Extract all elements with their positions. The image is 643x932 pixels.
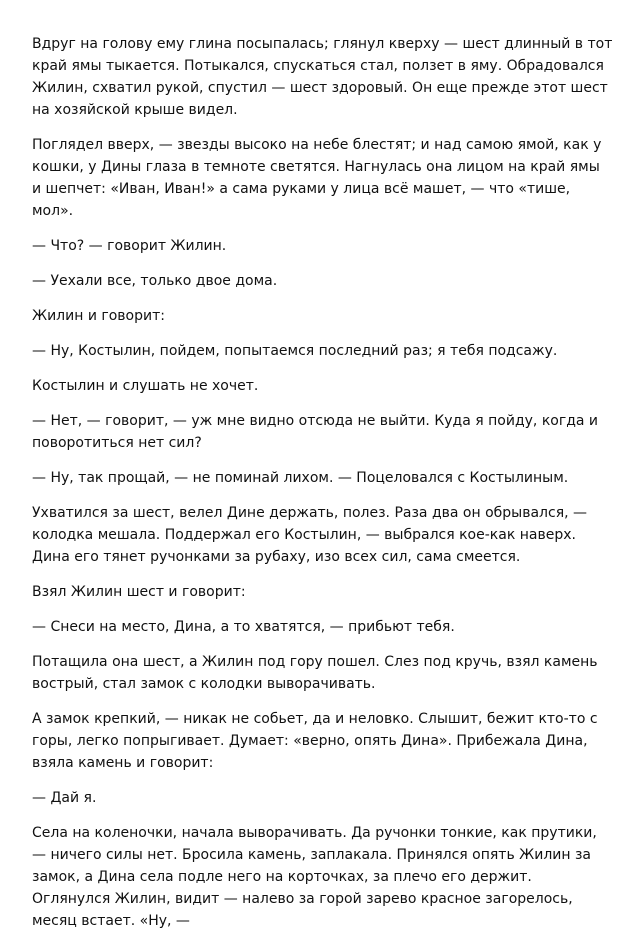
paragraph-16: Села на коленочки, начала выворачивать. Да ручонки тонкие, как прутики, — ничего силы нет. Бросила камень, заплакала. Принялся опять Жилин за замок, а Дина села подле него на корточках, за плечо его держит. Оглянулся Жилин, видит — налево за горой зарево красное загорелось, месяц встает. «Ну, — <box>32 825 597 929</box>
paragraph-2: Поглядел вверх, — звезды высоко на небе блестят; и над самою ямой, как у кошки, у Дины глаза в темноте светятся. Нагнулась она лицом на край ямы и шепчет: «Иван, Иван!» а сама руками у лица всё машет, — что «тише, мол». <box>32 137 602 219</box>
paragraph-11: Взял Жилин шест и говорит: <box>32 584 246 600</box>
paragraph-12: — Снеси на место, Дина, а то хватятся, — прибьют тебя. <box>32 619 455 635</box>
paragraph-15: — Дай я. <box>32 790 97 806</box>
paragraph-7: Костылин и слушать не хочет. <box>32 378 259 394</box>
paragraph-4: — Уехали все, только двое дома. <box>32 273 278 289</box>
paragraph-5: Жилин и говорит: <box>32 308 165 324</box>
paragraph-9: — Ну, так прощай, — не поминай лихом. — Поцеловался с Костылиным. <box>32 470 569 486</box>
paragraph-13: Потащила она шест, а Жилин под гору пошел. Слез под кручь, взял камень вострый, стал замок с колодки выворачивать. <box>32 654 598 692</box>
paragraph-14: А замок крепкий, — никак не собьет, да и неловко. Слышит, бежит кто-то с горы, легко попрыгивает. Думает: «верно, опять Дина». Прибежала Дина, взяла камень и говорит: <box>32 711 598 771</box>
paragraph-6: — Ну, Костылин, пойдем, попытаемся последний раз; я тебя подсажу. <box>32 343 558 359</box>
paragraph-1: Вдруг на голову ему глина посыпалась; глянул кверху — шест длинный в тот край ямы тыкается. Потыкался, спускаться стал, ползет в яму. Обрадовался Жилин, схватил рукой, спустил — шест здоровый. Он еще прежде этот шест на хозяйской крыше видел. <box>32 36 613 118</box>
paragraph-8: — Нет, — говорит, — уж мне видно отсюда не выйти. Куда я пойду, когда и поворотиться нет сил? <box>32 413 599 451</box>
paragraph-10: Ухватился за шест, велел Дине держать, полез. Раза два он обрывался, — колодка мешала. Поддержал его Костылин, — выбрался кое-как наверх. Дина его тянет ручонками за рубаху, изо всех сил, сама смеется. <box>32 505 588 565</box>
paragraph-3: — Что? — говорит Жилин. <box>32 238 227 254</box>
